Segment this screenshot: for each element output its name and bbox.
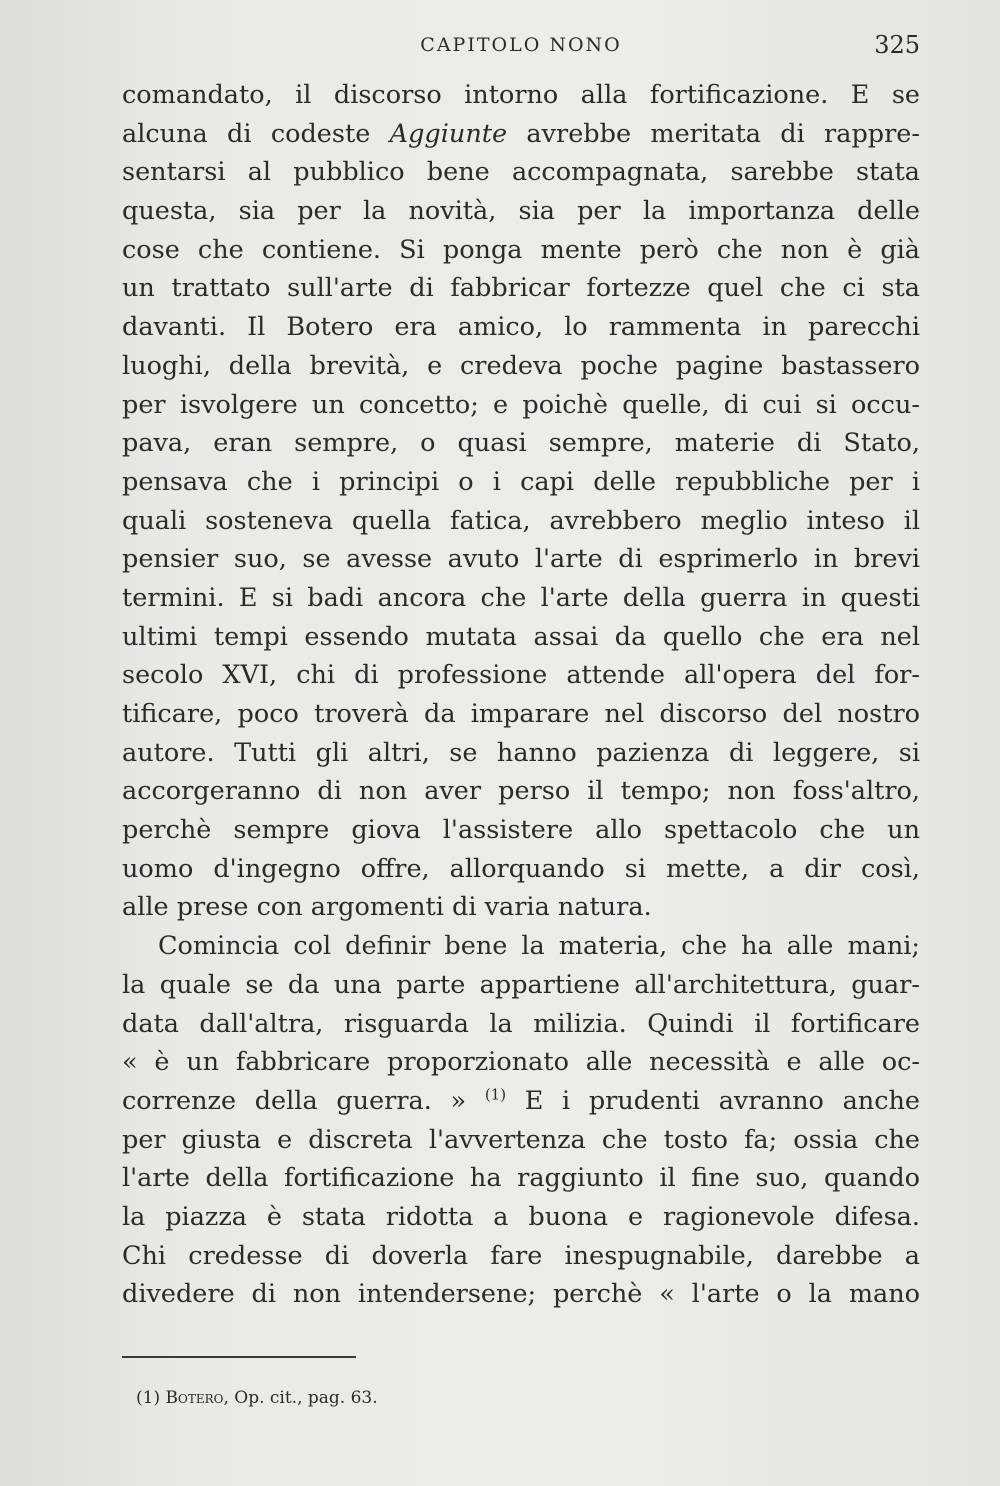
text-line: pava, eran sempre, o quasi sempre, materie di Stato, <box>122 428 920 459</box>
text-line: perchè sempre giova l'assistere allo spettacolo che un <box>122 815 920 846</box>
text-line: luoghi, della brevità, e credeva poche pagine bastassero <box>122 350 920 381</box>
text-line: termini. E si badi ancora che l'arte della guerra in questi <box>122 582 920 613</box>
text-line: data dall'altra, risguarda la milizia. Quindi il fortificare <box>122 1008 920 1039</box>
text-line: alle prese con argomenti di varia natura. <box>122 892 652 923</box>
footnote-ref: (1) <box>484 1085 507 1104</box>
text-segment: correnze della guerra. » <box>122 1085 485 1116</box>
text-line: davanti. Il Botero era amico, lo rammenta in parecchi <box>122 312 920 343</box>
text-line: questa, sia per la novità, sia per la importanza delle <box>122 196 920 227</box>
text-line: la quale se da una parte appartiene all'architettura, guar- <box>122 969 920 1000</box>
footnote <box>136 1385 378 1411</box>
text-line: pensava che i principi o i capi delle repubbliche per i <box>122 466 920 497</box>
text-line: comandato, il discorso intorno alla fortificazione. E se <box>122 80 920 110</box>
text-line: per giusta e discreta l'avvertenza che tosto fa; ossia che <box>122 1124 920 1155</box>
text-segment: E i prudenti avranno anche <box>506 1085 920 1116</box>
footnote-number: (1) <box>136 1388 166 1408</box>
text-line: quali sosteneva quella fatica, avrebbero meglio inteso il <box>122 505 920 536</box>
text-line: ultimi tempi essendo mutata assai da quello che era nel <box>122 621 920 652</box>
text-line <box>122 1082 920 1121</box>
footnote-author: Botero <box>165 1388 224 1408</box>
text-line: pensier suo, se avesse avuto l'arte di esprimerlo in brevi <box>122 544 920 575</box>
text-line: la piazza è stata ridotta a buona e ragionevole difesa. <box>122 1201 920 1232</box>
text-line: cose che contiene. Si ponga mente però che non è già <box>122 234 920 265</box>
text-line: divedere di non intendersene; perchè « l'arte o la mano <box>122 1279 920 1310</box>
text-line: sentarsi al pubblico bene accompagnata, sarebbe stata <box>122 157 920 188</box>
footnote-divider <box>122 1356 356 1358</box>
text-line: uomo d'ingegno offre, allorquando si mette, a dir così, <box>122 853 920 884</box>
running-head <box>122 30 920 60</box>
footnote-text: , Op. cit., pag. 63. <box>223 1388 378 1408</box>
text-line: Comincia col definir bene la materia, che ha alle mani; <box>158 931 920 962</box>
text-line <box>122 115 920 154</box>
text-line: « è un fabbricare proporzionato alle necessità e alle oc- <box>122 1047 920 1078</box>
text-segment: avrebbe meritata di rappre- <box>507 118 920 149</box>
text-line: secolo XVI, chi di professione attende all'opera del for- <box>122 660 920 691</box>
text-line: autore. Tutti gli altri, se hanno pazienza di leggere, si <box>122 737 920 768</box>
text-line: l'arte della fortificazione ha raggiunto il fine suo, quando <box>122 1163 920 1194</box>
text-line: Chi credesse di doverla fare inespugnabile, darebbe a <box>122 1240 920 1271</box>
page-number: 325 <box>874 31 920 59</box>
text-line: un trattato sull'arte di fabbricar fortezze quel che ci sta <box>122 273 920 304</box>
body-text <box>122 76 920 1314</box>
text-segment: alcuna di codeste <box>122 118 390 149</box>
text-line: tificare, poco troverà da imparare nel discorso del nostro <box>122 699 920 729</box>
text-line: accorgeranno di non aver perso il tempo; non foss'altro, <box>122 776 920 807</box>
italic-title: Aggiunte <box>389 118 508 149</box>
running-title: CAPITOLO NONO <box>420 34 622 56</box>
text-line: per isvolgere un concetto; e poichè quelle, di cui si occu- <box>122 389 920 420</box>
